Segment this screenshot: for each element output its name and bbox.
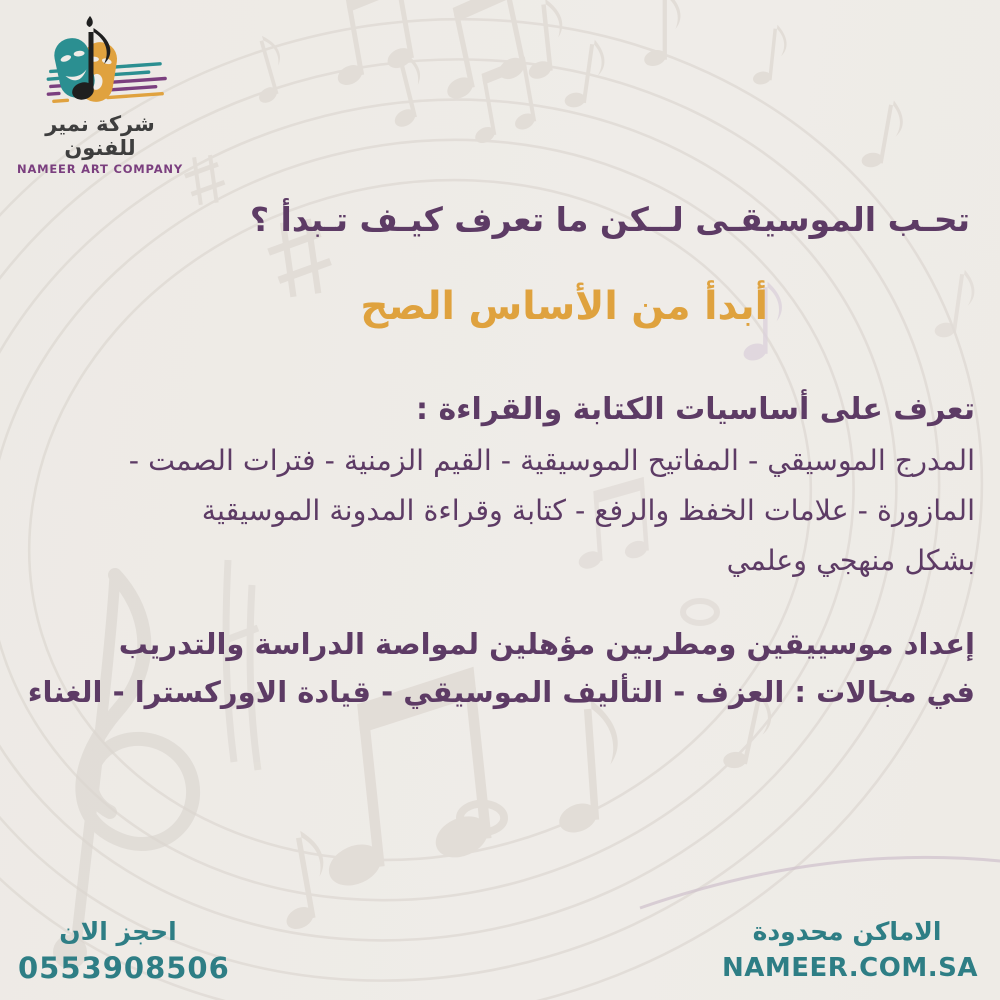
hero-question: تحـب الموسيقـى لــكن ما تعرف كيـف تـبدأ ؟	[249, 200, 970, 239]
curve-decoration	[640, 857, 1000, 908]
logo	[10, 8, 190, 176]
program-section	[10, 620, 975, 716]
footer-booking	[18, 914, 230, 986]
hero-answer: أبدأ من الأساس الصح	[360, 284, 768, 329]
footer-info	[722, 914, 978, 986]
company-name-arabic: شركة نمير للفنون	[45, 112, 155, 160]
basics-line: بشكل منهجي وعلمي	[726, 544, 975, 577]
book-now-label: احجز الان	[59, 917, 177, 946]
basics-section	[10, 384, 975, 586]
basics-title: تعرف على أساسيات الكتابة والقراءة :	[416, 392, 975, 427]
basics-line: المازورة - علامات الخفظ والرفع - كتابة وقراءة المدونة الموسيقية	[201, 494, 975, 527]
limited-seats-label: الاماكن محدودة	[752, 917, 942, 946]
basics-line: المدرج الموسيقي - المفاتيح الموسيقية - القيم الزمنية - فترات الصمت -	[128, 444, 975, 477]
company-name-english: NAMEER ART COMPANY	[17, 162, 183, 176]
logo-graphic	[20, 8, 180, 110]
website-url: NAMEER.COM.SA	[722, 953, 978, 983]
phone-number: 0553908506	[18, 951, 230, 985]
program-line: في مجالات : العزف - التأليف الموسيقي - قيادة الاوركسترا - الغناء	[27, 675, 975, 709]
program-line: إعداد موسييقين ومطربين مؤهلين لمواصة الدراسة والتدريب	[118, 627, 975, 661]
